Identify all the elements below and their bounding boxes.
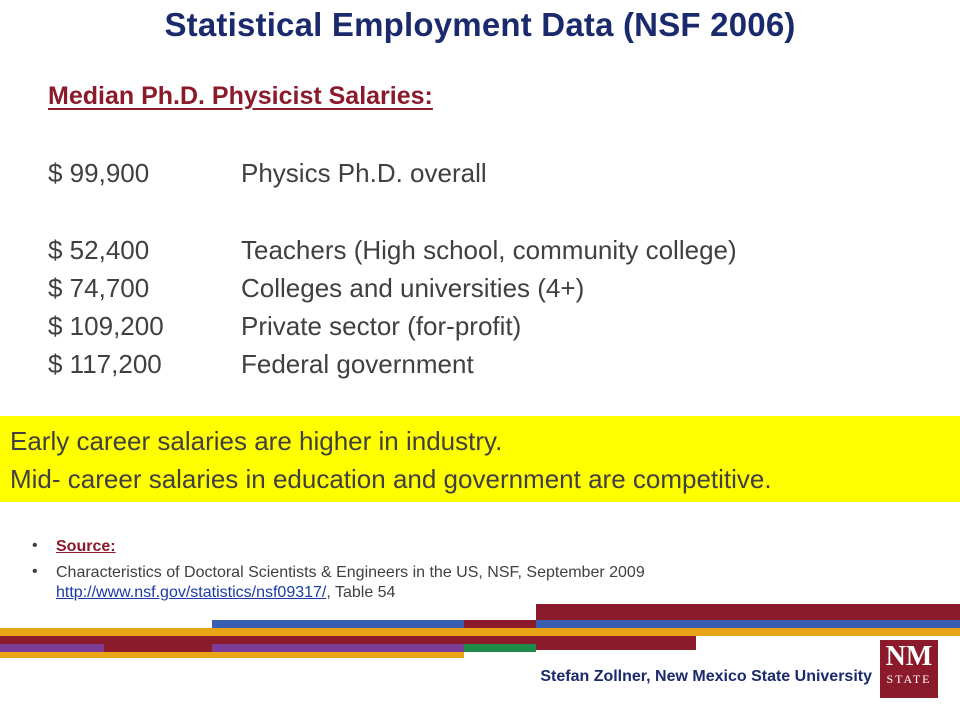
source-text: Characteristics of Doctoral Scientists & Engineers in the US, NSF, September 2009	[56, 564, 645, 581]
salary-label: Federal government	[241, 349, 474, 379]
source-suffix: , Table 54	[326, 584, 396, 601]
band-gold	[212, 652, 464, 658]
source-label	[56, 537, 116, 557]
logo-state: STATE	[886, 672, 932, 686]
band-maroon	[104, 644, 212, 652]
band-maroon	[464, 636, 536, 644]
salary-subtitle: Median Ph.D. Physicist Salaries:	[48, 82, 433, 110]
salary-amount: $ 99,900	[48, 158, 150, 188]
salary-label: Physics Ph.D. overall	[241, 158, 487, 188]
salary-amount: $ 117,200	[48, 349, 162, 379]
salary-label: Colleges and universities (4+)	[241, 273, 585, 303]
band-gold	[0, 628, 212, 636]
logo-nm: NM	[885, 641, 933, 672]
band-gold	[212, 628, 464, 636]
salary-label: Teachers (High school, community college)	[241, 235, 737, 265]
salary-amount: $ 52,400	[48, 235, 150, 265]
source-citation	[56, 563, 916, 603]
band-maroon	[0, 636, 212, 644]
band-purple	[0, 644, 104, 652]
salary-label: Private sector (for-profit)	[241, 311, 522, 341]
band-maroon	[212, 636, 464, 644]
footer-credit: Stefan Zollner, New Mexico State University	[540, 668, 872, 685]
band-gold	[0, 652, 212, 658]
source-link[interactable]: http://www.nsf.gov/statistics/nsf09317/	[56, 584, 327, 601]
band-maroon	[536, 636, 696, 650]
band-blue	[536, 620, 960, 628]
band-purple	[212, 644, 464, 652]
slide-title: Statistical Employment Data (NSF 2006)	[164, 6, 796, 43]
highlight-line-1: Early career salaries are higher in industry.	[10, 426, 503, 456]
nmsu-logo	[880, 640, 938, 698]
highlight-box	[0, 416, 960, 502]
band-gold	[464, 628, 536, 636]
salary-amount: $ 74,700	[48, 273, 150, 303]
band-maroon	[464, 620, 536, 628]
band-blue	[212, 620, 464, 628]
band-green	[464, 644, 536, 652]
salary-amount: $ 109,200	[48, 311, 164, 341]
bullet-icon: •	[32, 563, 38, 580]
band-maroon	[536, 604, 960, 620]
source-heading: Source:	[56, 538, 116, 555]
band-gold	[536, 628, 960, 636]
highlight-line-2: Mid- career salaries in education and government are competitive.	[10, 464, 772, 494]
bullet-icon: •	[32, 537, 38, 554]
